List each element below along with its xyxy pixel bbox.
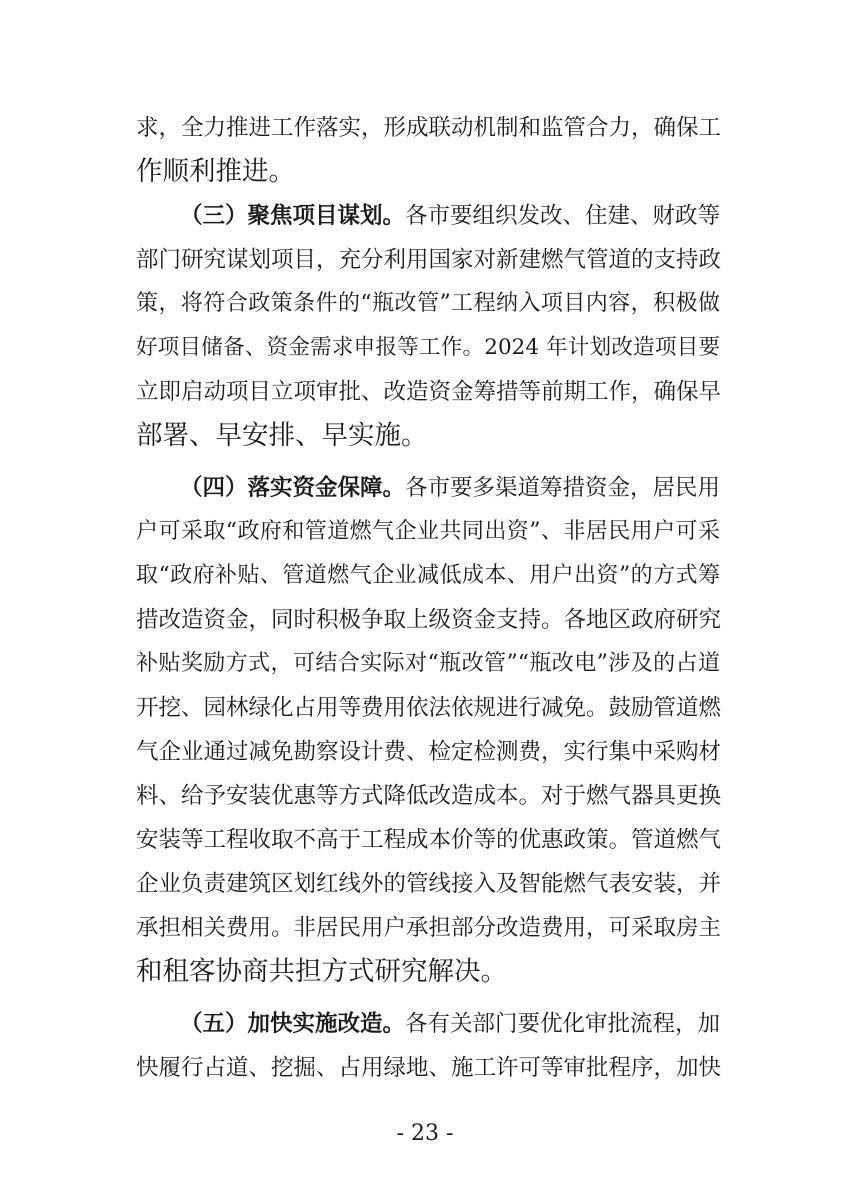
text-line: 部署、早安排、早实施。 [136, 420, 428, 451]
text-line: 部门研究谋划项目，充分利用国家对新建燃气管道的支持政 [136, 247, 722, 273]
section-3-first-line [180, 194, 720, 238]
section-5-first-line [180, 1002, 720, 1046]
section-5-heading: （五）加快实施改造。 [180, 1011, 406, 1037]
text-line: 企业负责建筑区划红线外的管线接入及智能燃气表安装，并 [136, 871, 722, 897]
text-span: 各有关部门要优化审批流程，加 [405, 1011, 721, 1037]
text-line: 策，将符合政策条件的“瓶改管”工程纳入项目内容，积极做 [136, 291, 720, 316]
text-line: 和租客协商共担方式研究解决。 [136, 956, 507, 987]
text-line: 求，全力推进工作落实，形成联动机制和监管合力，确保工 [136, 115, 722, 141]
text-line: 措改造资金，同时积极争取上级资金支持。各地区政府研究 [136, 607, 722, 633]
text-line: 好项目储备、资金需求申报等工作。2024 年计划改造项目要 [136, 335, 720, 360]
section-3-heading: （三）聚焦项目谋划。 [180, 203, 406, 229]
text-line: 承担相关费用。非居民用户承担部分改造费用，可采取房主 [136, 915, 722, 941]
text-line: 户可采取“政府和管道燃气企业共同出资”、非居民用户可采 [136, 519, 720, 544]
section-4-first-line [180, 466, 720, 510]
text-line: 开挖、园林绿化占用等费用依法依规进行减免。鼓励管道燃 [136, 695, 722, 721]
text-line: 取“政府补贴、管道燃气企业减低成本、用户出资”的方式筹 [136, 563, 720, 588]
text-line: 补贴奖励方式，可结合实际对“瓶改管”“瓶改电”涉及的占道 [136, 651, 720, 676]
text-line: 料、给予安装优惠等方式降低改造成本。对于燃气器具更换 [136, 783, 722, 809]
text-line: 快履行占道、挖掘、占用绿地、施工许可等审批程序，加快 [136, 1055, 722, 1081]
text-span: 各市要组织发改、住建、财政等 [405, 203, 721, 229]
text-line: 立即启动项目立项审批、改造资金筹措等前期工作，确保早 [136, 379, 722, 405]
section-4-heading: （四）落实资金保障。 [180, 475, 406, 501]
page-number: - 23 - [396, 1121, 454, 1146]
text-line: 气企业通过减免勘察设计费、检定检测费，实行集中采购材 [136, 739, 722, 765]
text-span: 各市要多渠道筹措资金，居民用 [405, 475, 721, 501]
text-line: 安装等工程收取不高于工程成本价等的优惠政策。管道燃气 [136, 827, 722, 853]
text-line: 作顺利推进。 [136, 156, 295, 187]
